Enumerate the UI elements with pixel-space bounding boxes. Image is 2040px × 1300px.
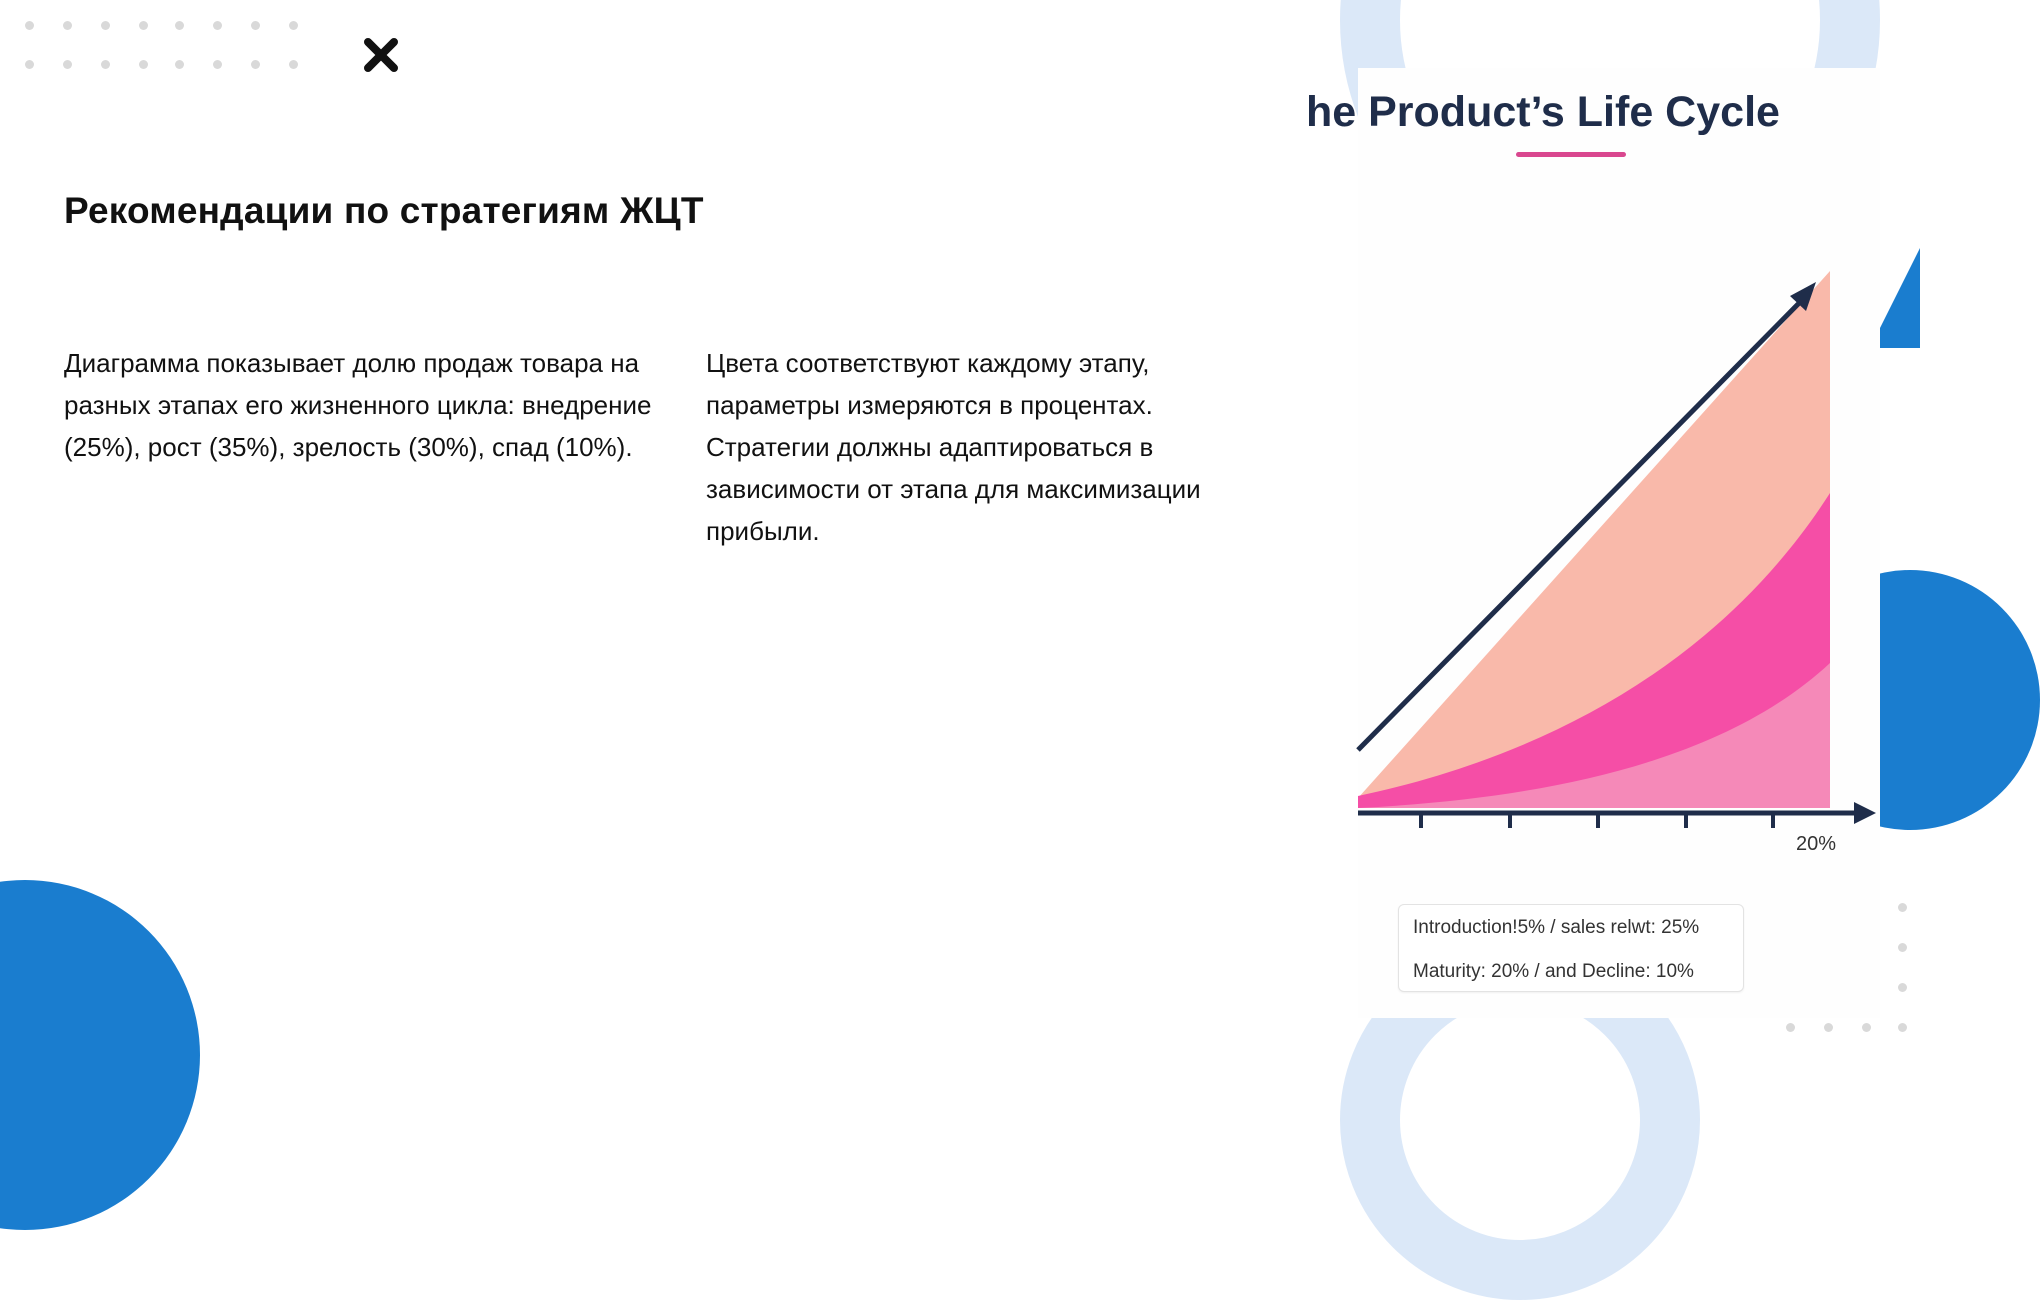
legend-line: Introduction!5% / sales relwt: 25% xyxy=(1413,917,1700,938)
chart-image-title: he Product’s Life Cycle xyxy=(1306,88,1780,136)
description-paragraph-left: Диаграмма показывает долю продаж товара на разных этапах его жизненного цикла: внедрение (25%), рост (35%), зрелость (30%), спад (10%). xyxy=(64,348,652,462)
chart-image xyxy=(1306,68,1880,1018)
decorative-blue-circle-bottom-left xyxy=(0,880,200,1230)
x-axis-label: 20% xyxy=(1796,833,1837,855)
life-cycle-graphic xyxy=(1358,68,1880,1018)
decorative-dot-grid xyxy=(20,18,310,78)
close-icon xyxy=(362,36,400,74)
legend-line: Maturity: 20% / and Decline: 10% xyxy=(1413,961,1694,982)
page-title: Рекомендации по стратегиям ЖЦТ xyxy=(64,190,704,231)
description-paragraph-right: Цвета соответствуют каждому этапу, параметры измеряются в процентах. Стратегии должны адаптироваться в зависимости от этапа для максимизации прибыли. xyxy=(706,348,1201,546)
x-axis-arrow-head xyxy=(1854,802,1876,824)
legend-box xyxy=(1398,904,1744,992)
close-button[interactable] xyxy=(362,36,400,74)
